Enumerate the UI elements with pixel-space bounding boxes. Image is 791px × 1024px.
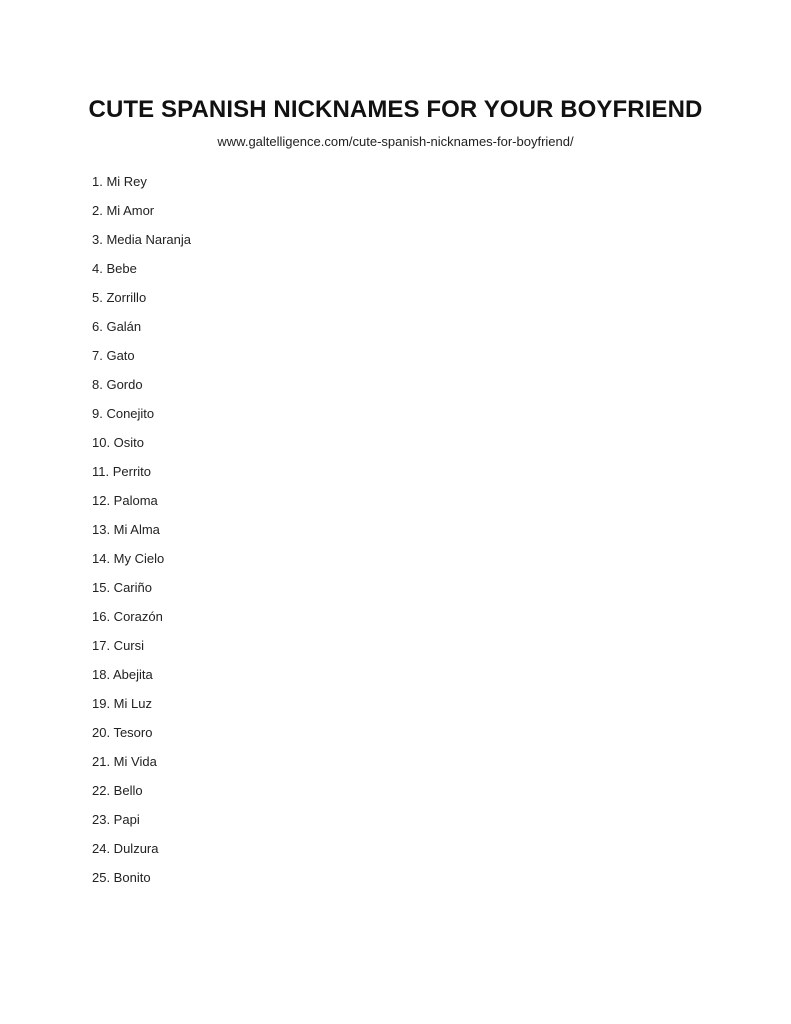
list-item: 23. Papi	[92, 812, 140, 827]
page-title: CUTE SPANISH NICKNAMES FOR YOUR BOYFRIEND	[88, 96, 703, 123]
list-item: 20. Tesoro	[92, 725, 153, 740]
list-item: 11. Perrito	[92, 464, 152, 479]
nickname-list	[92, 173, 191, 898]
list-item: 1. Mi Rey	[92, 174, 147, 189]
list-item: 3. Media Naranja	[92, 232, 191, 247]
list-item: 13. Mi Alma	[92, 522, 160, 537]
list-item: 18. Abejita	[92, 667, 153, 682]
list-item: 25. Bonito	[92, 870, 151, 885]
list-item: 24. Dulzura	[92, 841, 159, 856]
list-item: 12. Paloma	[92, 493, 158, 508]
list-item: 17. Cursi	[92, 638, 145, 653]
list-item: 10. Osito	[92, 435, 145, 450]
list-item: 15. Cariño	[92, 580, 152, 595]
list-item: 16. Corazón	[92, 609, 163, 624]
list-item: 19. Mi Luz	[92, 696, 152, 711]
list-item: 21. Mi Vida	[92, 754, 157, 769]
list-item: 2. Mi Amor	[92, 203, 155, 218]
list-item: 5. Zorrillo	[92, 290, 147, 305]
source-url: www.galtelligence.com/cute-spanish-nicknames-for-boyfriend/	[217, 134, 574, 149]
list-item: 14. My Cielo	[92, 551, 165, 566]
list-item: 22. Bello	[92, 783, 143, 798]
list-item: 9. Conejito	[92, 406, 155, 421]
list-item: 8. Gordo	[92, 377, 143, 392]
list-item: 7. Gato	[92, 348, 135, 363]
list-item: 6. Galán	[92, 319, 142, 334]
list-item: 4. Bebe	[92, 261, 137, 276]
